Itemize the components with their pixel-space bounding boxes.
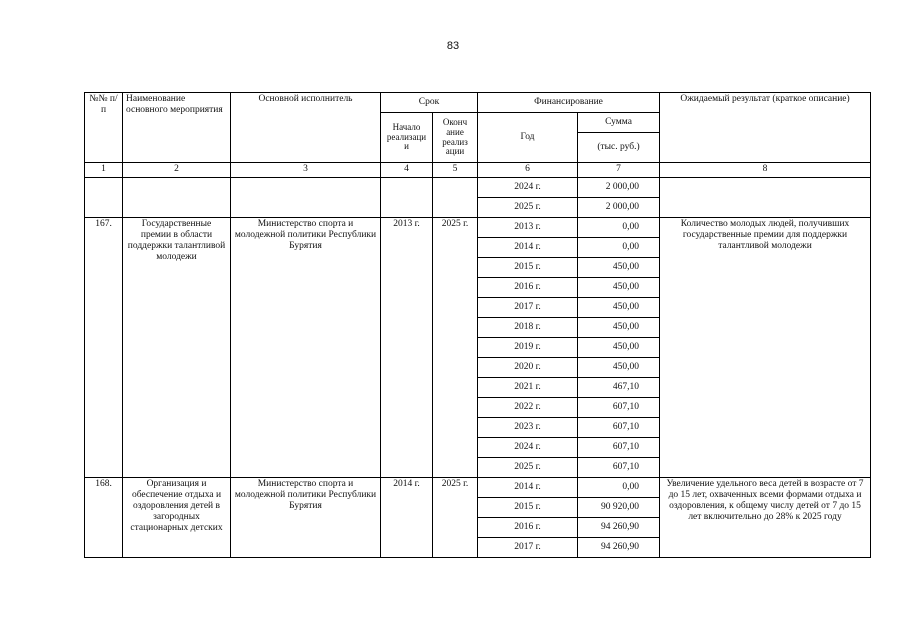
year-cell: 2014 г. <box>478 238 578 258</box>
entry-end: 2025 г. <box>433 478 478 558</box>
sum-cell: 450,00 <box>578 278 660 298</box>
table-row <box>85 478 871 498</box>
year-cell: 2024 г. <box>478 178 578 198</box>
entry-result <box>660 178 871 218</box>
header-start: Начало реализаци и <box>381 113 433 163</box>
table-row <box>85 218 871 238</box>
year-cell: 2015 г. <box>478 498 578 518</box>
year-cell: 2019 г. <box>478 338 578 358</box>
year-cell: 2024 г. <box>478 438 578 458</box>
entry-end <box>433 178 478 218</box>
column-number-4: 4 <box>381 163 433 178</box>
year-cell: 2018 г. <box>478 318 578 338</box>
entry-number: 168. <box>85 478 123 558</box>
column-number-8: 8 <box>660 163 871 178</box>
header-row-1 <box>85 93 871 113</box>
entry-number: 167. <box>85 218 123 478</box>
year-cell: 2022 г. <box>478 398 578 418</box>
sum-cell: 0,00 <box>578 218 660 238</box>
program-table <box>84 92 871 558</box>
header-num: №№ п/п <box>85 93 123 163</box>
entry-result: Количество молодых людей, получивших государственные премии для поддержки талантливой молодежи <box>660 218 871 478</box>
year-cell: 2025 г. <box>478 198 578 218</box>
column-number-row <box>85 163 871 178</box>
sum-cell: 450,00 <box>578 258 660 278</box>
entry-executor <box>231 178 381 218</box>
year-cell: 2014 г. <box>478 478 578 498</box>
column-number-1: 1 <box>85 163 123 178</box>
header-sum: Сумма <box>578 113 660 133</box>
entry-start <box>381 178 433 218</box>
entry-executor: Министерство спорта и молодежной политики Республики Бурятия <box>231 478 381 558</box>
header-result: Ожидаемый результат (краткое описание) <box>660 93 871 163</box>
sum-cell: 0,00 <box>578 478 660 498</box>
column-number-3: 3 <box>231 163 381 178</box>
entry-name: Организация и обеспечение отдыха и оздоровления детей в загородных стационарных детских <box>123 478 231 558</box>
entry-end: 2025 г. <box>433 218 478 478</box>
header-end: Оконч ание реализ ации <box>433 113 478 163</box>
sum-cell: 450,00 <box>578 338 660 358</box>
year-cell: 2025 г. <box>478 458 578 478</box>
table-body <box>85 93 871 558</box>
entry-start: 2013 г. <box>381 218 433 478</box>
sum-cell: 607,10 <box>578 438 660 458</box>
sum-cell: 607,10 <box>578 398 660 418</box>
entry-name <box>123 178 231 218</box>
sum-cell: 467,10 <box>578 378 660 398</box>
entry-name: Государственные премии в области поддержки талантливой молодежи <box>123 218 231 478</box>
sum-cell: 90 920,00 <box>578 498 660 518</box>
year-cell: 2023 г. <box>478 418 578 438</box>
sum-cell: 94 260,90 <box>578 538 660 558</box>
entry-result: Увеличение удельного веса детей в возрасте от 7 до 15 лет, охваченных всеми формами отдыха и оздоровления, к общему числу детей от 7 до 15 лет включительно до 28% к 2025 году <box>660 478 871 558</box>
year-cell: 2015 г. <box>478 258 578 278</box>
page-number: 83 <box>446 40 460 52</box>
entry-start: 2014 г. <box>381 478 433 558</box>
header-year: Год <box>478 113 578 163</box>
year-cell: 2017 г. <box>478 298 578 318</box>
year-cell: 2021 г. <box>478 378 578 398</box>
sum-cell: 2 000,00 <box>578 178 660 198</box>
sum-cell: 2 000,00 <box>578 198 660 218</box>
year-cell: 2013 г. <box>478 218 578 238</box>
year-cell: 2020 г. <box>478 358 578 378</box>
entry-number <box>85 178 123 218</box>
table-row <box>85 178 871 198</box>
sum-cell: 607,10 <box>578 418 660 438</box>
sum-cell: 94 260,90 <box>578 518 660 538</box>
sum-cell: 450,00 <box>578 318 660 338</box>
header-sum-unit: (тыс. руб.) <box>578 133 660 163</box>
sum-cell: 0,00 <box>578 238 660 258</box>
column-number-7: 7 <box>578 163 660 178</box>
header-term: Срок <box>381 93 478 113</box>
sum-cell: 450,00 <box>578 358 660 378</box>
year-cell: 2016 г. <box>478 518 578 538</box>
entry-executor: Министерство спорта и молодежной политики Республики Бурятия <box>231 218 381 478</box>
sum-cell: 450,00 <box>578 298 660 318</box>
year-cell: 2017 г. <box>478 538 578 558</box>
column-number-5: 5 <box>433 163 478 178</box>
column-number-6: 6 <box>478 163 578 178</box>
column-number-2: 2 <box>123 163 231 178</box>
year-cell: 2016 г. <box>478 278 578 298</box>
header-executor: Основной исполнитель <box>231 93 381 163</box>
sum-cell: 607,10 <box>578 458 660 478</box>
header-financing: Финансирование <box>478 93 660 113</box>
header-name: Наименование основного мероприятия <box>123 93 231 163</box>
